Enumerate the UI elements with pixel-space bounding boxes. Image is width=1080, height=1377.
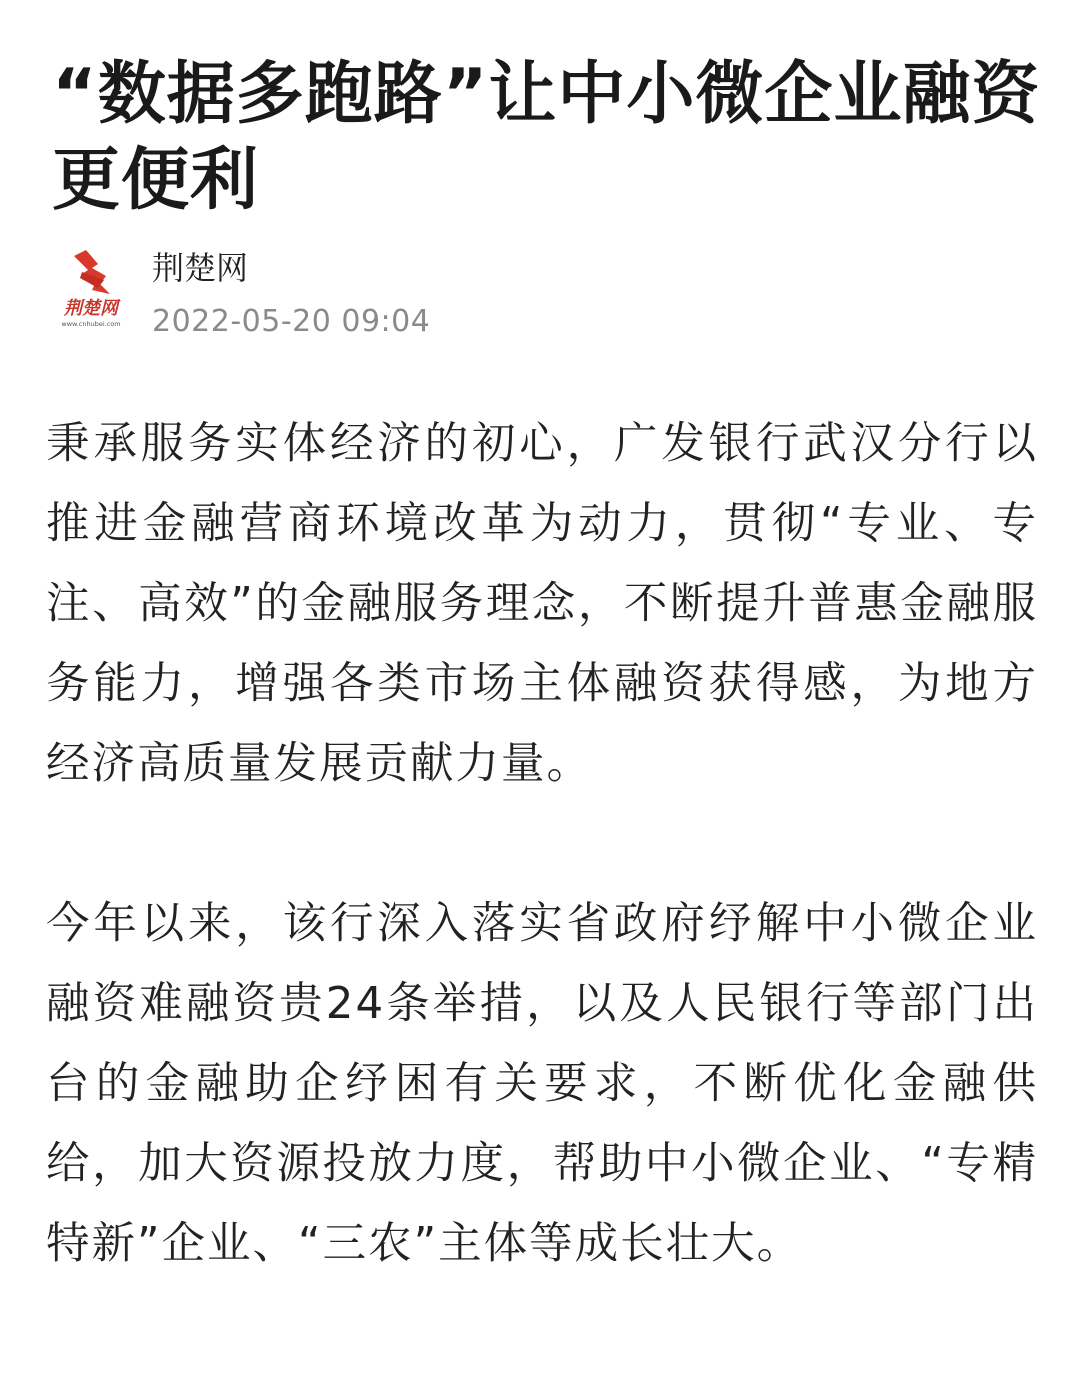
paragraph: 今年以来，该行深入落实省政府纾解中小微企业融资难融资贵24条举措，以及人民银行等部门出台的金融助企纾困有关要求，不断优化金融供给，加大资源投放力度，帮助中小微企业、“专精特新”企业、“三农”主体等成长壮大。 xyxy=(46,899,1038,1269)
cnhubei-logo-icon[interactable] xyxy=(52,250,130,330)
logo-subtext: www.cnhubei.com xyxy=(61,320,121,328)
paragraph: 秉承服务实体经济的初心，广发银行武汉分行以推进金融营商环境改革为动力，贯彻“专业、专注、高效”的金融服务理念，不断提升普惠金融服务能力，增强各类市场主体融资获得感，为地方经济高质量发展贡献力量。 xyxy=(46,419,1038,789)
source-name[interactable]: 荆楚网 xyxy=(152,249,249,287)
article-title: “数据多跑路”让中小微企业融资更便利 xyxy=(52,55,1041,220)
publish-date: 2022-05-20 09:04 xyxy=(152,304,431,339)
article-meta xyxy=(46,244,646,344)
logo-text: 荆楚网 xyxy=(64,298,118,319)
article-body xyxy=(46,404,1038,1364)
